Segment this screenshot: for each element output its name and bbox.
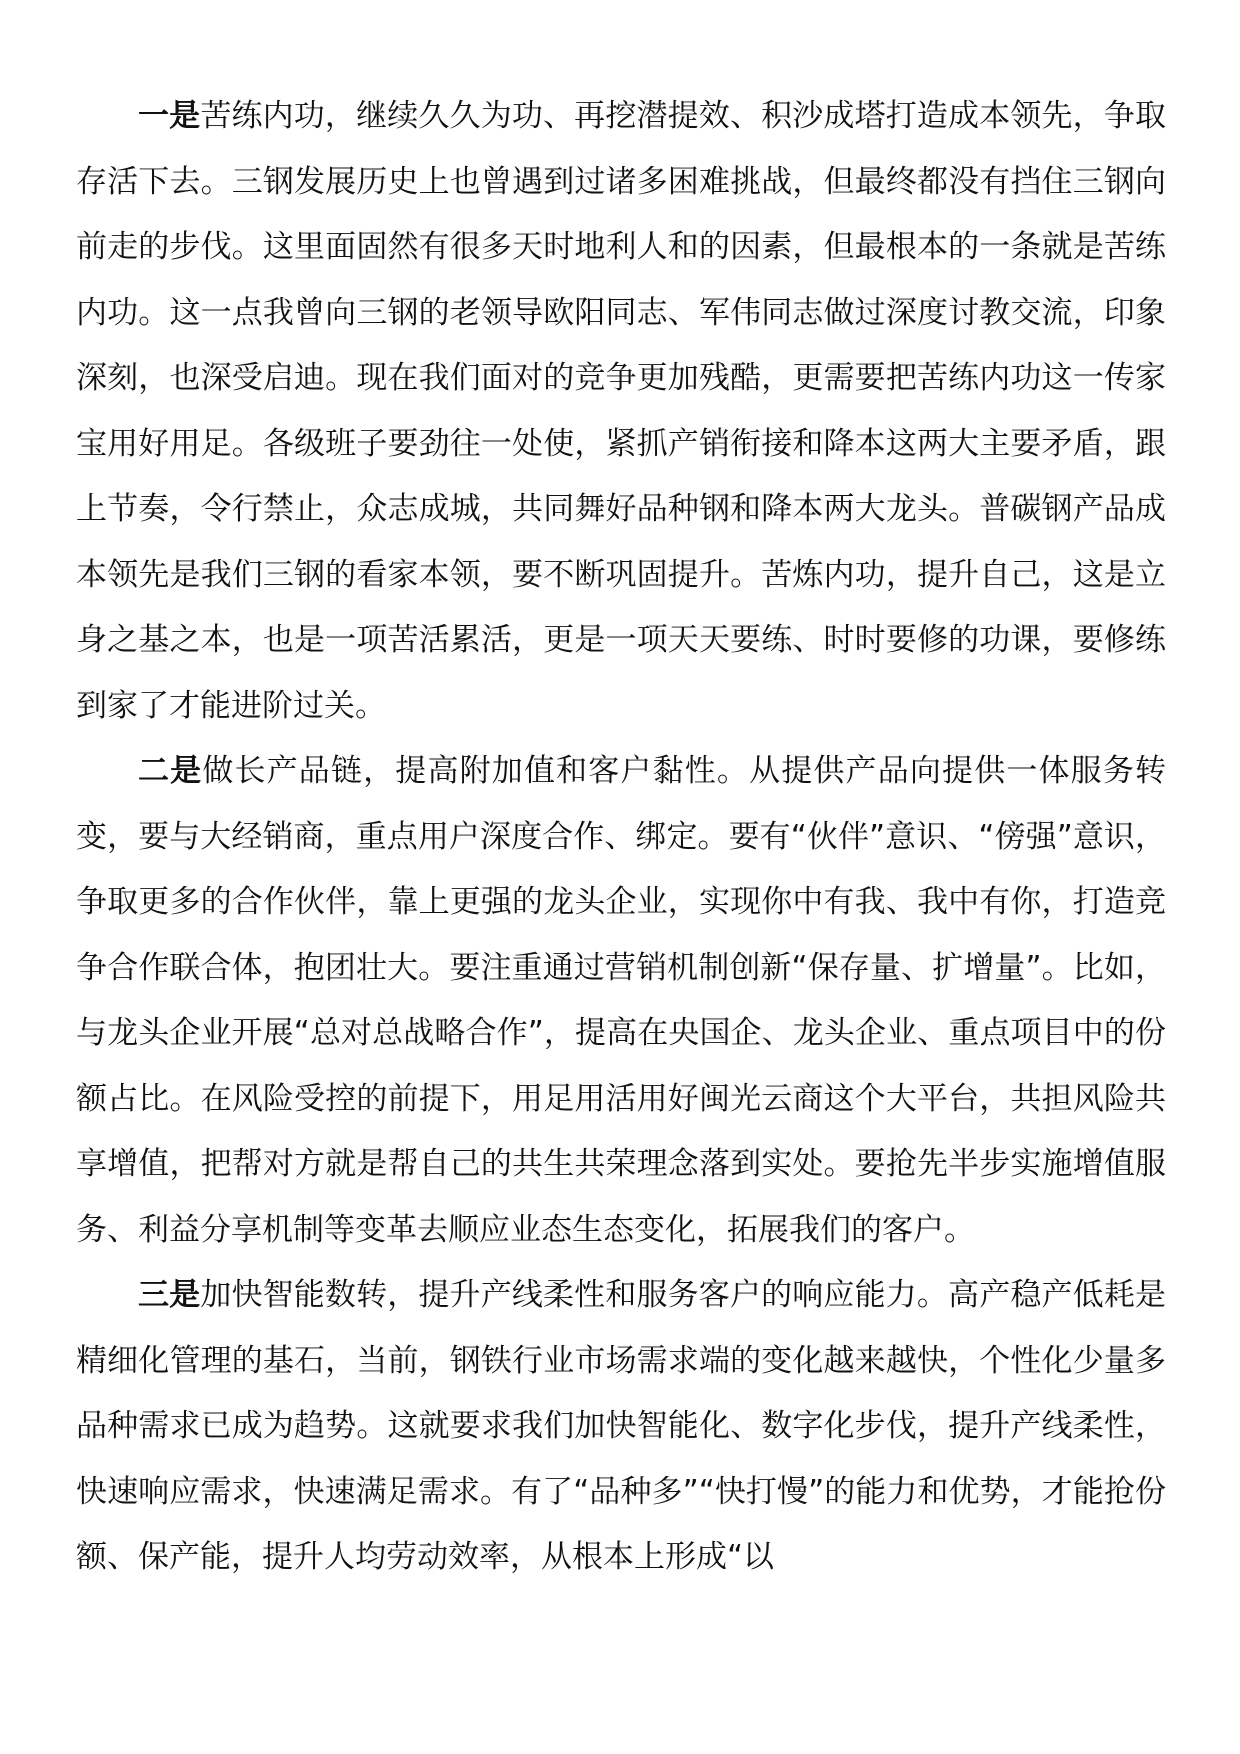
paragraph-1-text: 苦练内功，继续久久为功、再挖潜提效、积沙成塔打造成本领先，争取存活下去。三钢发展历史上也曾遇到过诸多困难挑战，但最终都没有挡住三钢向前走的步伐。这里面固然有很多天时地利人和的因素，但最根本的一条就是苦练内功。这一点我曾向三钢的老领导欧阳同志、军伟同志做过深度讨教交流，印象深刻，也深受启迪。现在我们面对的竞争更加残酷，更需要把苦练内功这一传家宝用好用足。各级班子要劲往一处使，紧抓产销衔接和降本这两大主要矛盾，跟上节奏，令行禁止，众志成城，共同舞好品种钢和降本两大龙头。普碳钢产品成本领先是我们三钢的看家本领，要不断巩固提升。苦炼内功，提升自己，这是立身之基之本，也是一项苦活累活，更是一项天天要练、时时要修的功课，要修练到家了才能进阶过关。 bbox=[76, 98, 1166, 724]
paragraph-2-text: 做长产品链，提高附加值和客户黏性。从提供产品向提供一体服务转变，要与大经销商，重点用户深度合作、绑定。要有“伙伴”意识、“傍强”意识，争取更多的合作伙伴，靠上更强的龙头企业，实现你中有我、我中有你，打造竞争合作联合体，抱团壮大。要注重通过营销机制创新“保存量、扩增量”。比如，与龙头企业开展“总对总战略合作”，提高在央国企、龙头企业、重点项目中的份额占比。在风险受控的前提下，用足用活用好闽光云商这个大平台，共担风险共享增值，把帮对方就是帮自己的共生共荣理念落到实处。要抢先半步实施增值服务、利益分享机制等变革去顺应业态生态变化，拓展我们的客户。 bbox=[76, 753, 1167, 1248]
paragraph-3-text: 加快智能数转，提升产线柔性和服务客户的响应能力。高产稳产低耗是精细化管理的基石，当前，钢铁行业市场需求端的变化越来越快，个性化少量多品种需求已成为趋势。这就要求我们加快智能化、数字化步伐，提升产线柔性，快速响应需求，快速满足需求。有了“品种多”“快打慢”的能力和优势，才能抢份额、保产能，提升人均劳动效率，从根本上形成“以 bbox=[76, 1277, 1166, 1575]
paragraph-1-lead: 一是 bbox=[138, 98, 201, 134]
document-body bbox=[76, 84, 1166, 1591]
paragraph-3-lead: 三是 bbox=[138, 1277, 201, 1313]
paragraph-1 bbox=[76, 84, 1166, 739]
paragraph-2 bbox=[76, 739, 1166, 1263]
paragraph-2-lead: 二是 bbox=[138, 753, 203, 789]
paragraph-3 bbox=[76, 1263, 1166, 1591]
